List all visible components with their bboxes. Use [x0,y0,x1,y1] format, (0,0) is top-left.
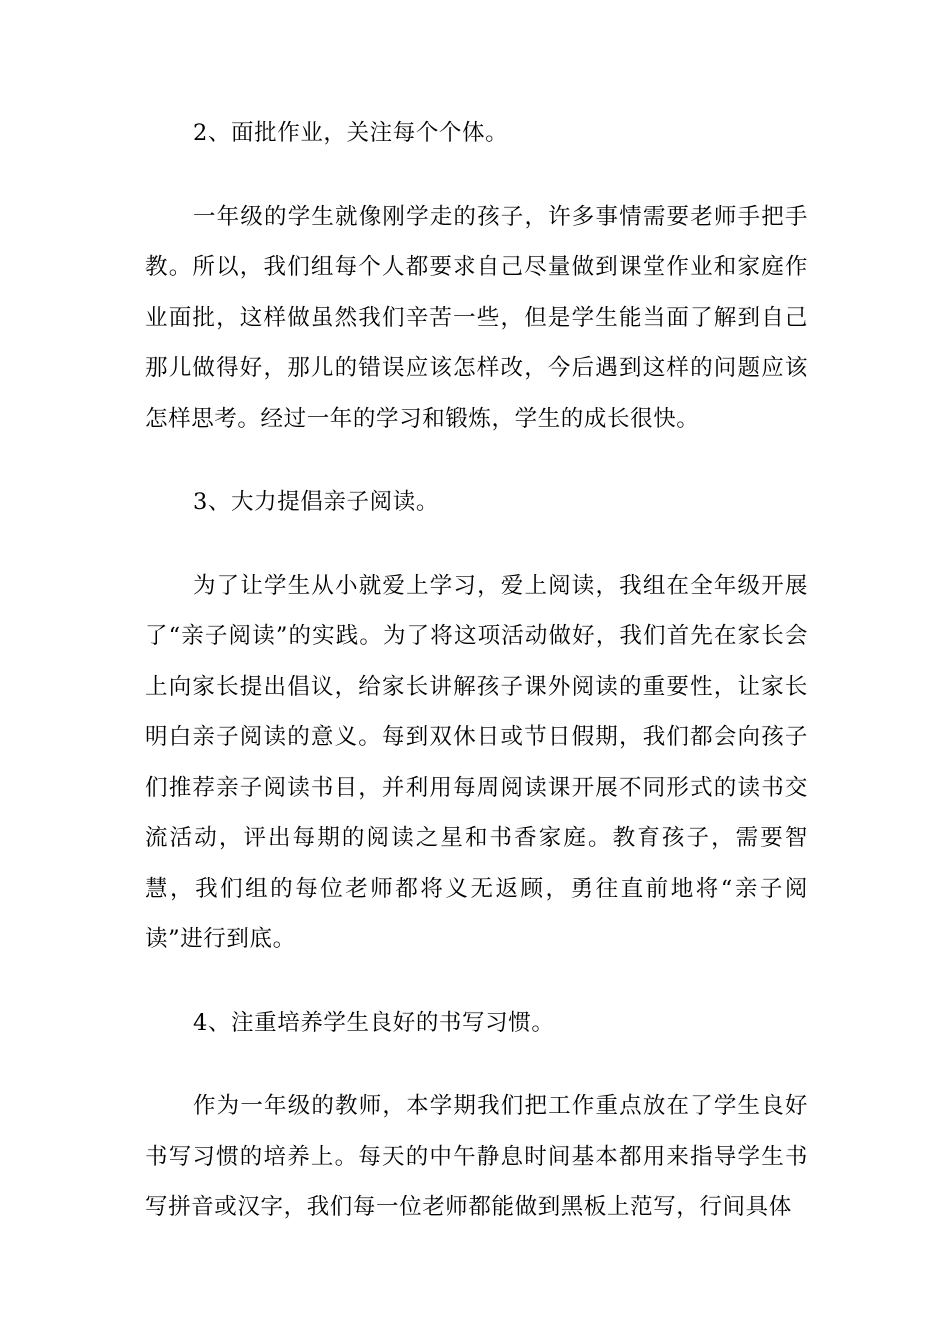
section-heading-2: 2、面批作业，关注每个个体。 [193,120,509,146]
section-heading-4: 4、注重培养学生良好的书写习惯。 [193,1009,555,1036]
section-paragraph-2: 一年级的学生就像刚学走的孩子，许多事情需要老师手把手教。所以，我们组每个人都要求自己尽量做到课堂作业和家庭作业面批，这样做虽然我们辛苦一些，但是学生能当面了解到自己那儿做得好，那儿的错误应该怎样改，今后遇到这样的问题应该怎样思考。经过一年的学习和锻炼，学生的成长很快。 [145,203,808,432]
document-body [145,108,808,1266]
section-heading-3: 3、大力提倡亲子阅读。 [193,489,439,515]
section-paragraph-4: 作为一年级的教师，本学期我们把工作重点放在了学生良好书写习惯的培养上。每天的中午静息时间基本都用来指导学生书写拼音或汉字，我们每一位老师都能做到黑板上范写，行间具体 [145,1093,808,1220]
section-paragraph-3: 为了让学生从小就爱上学习，爱上阅读，我组在全年级开展了“亲子阅读”的实践。为了将这项活动做好，我们首先在家长会上向家长提出倡议，给家长讲解孩子课外阅读的重要性，让家长明白亲子阅读的意义。每到双休日或节日假期，我们都会向孩子们推荐亲子阅读书目，并利用每周阅读课开展不同形式的读书交流活动，评出每期的阅读之星和书香家庭。教育孩子，需要智慧，我们组的每位老师都将义无返顾，勇往直前地将“亲子阅读”进行到底。 [145,572,808,952]
